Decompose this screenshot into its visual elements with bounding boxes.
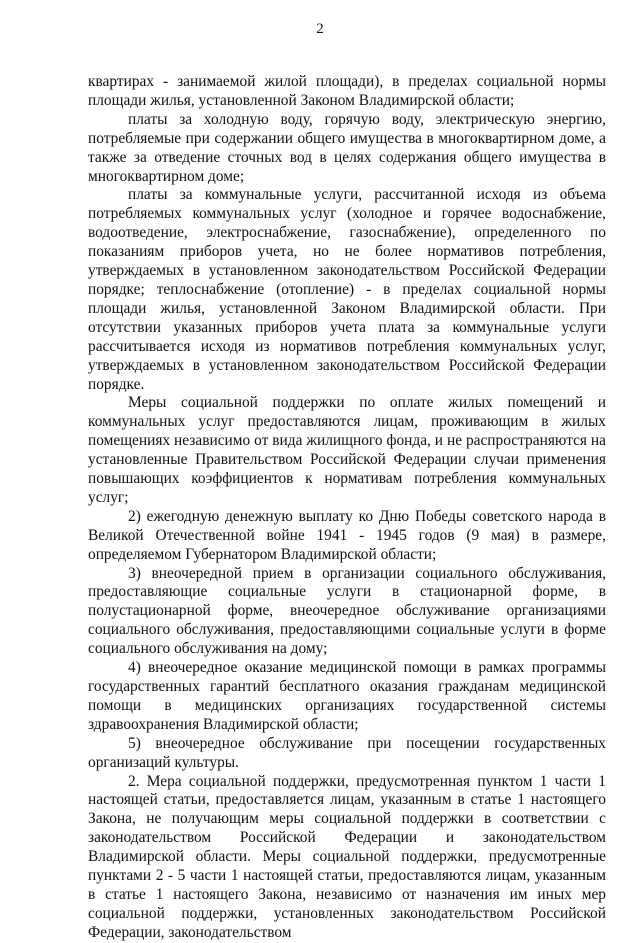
paragraph-7: 4) внеочередное оказание медицинской помощи в рамках программы государственных гарантий бесплатного оказания гражданам медицинской помощи в медицинских организациях государственной системы здравоохранения Владимирской области; [88,659,606,733]
paragraph-4: Меры социальной поддержки по оплате жилых помещений и коммунальных услуг предоставляются лицам, проживающим в жилых помещениях независимо от вида жилищного фонда, и не распространяются на установленные Правительством Российской Федерации случаи применения повышающих коэффициентов к нормативам потребления коммунальных услуг; [88,394,606,506]
page-number: 2 [316,21,324,37]
paragraph-1: квартирах - занимаемой жилой площади), в пределах социальной нормы площади жилья, установленной Законом Владимирской области; [88,73,606,109]
document-body [88,73,606,943]
paragraph-8: 5) внеочередное обслуживание при посещении государственных организаций культуры. [88,734,606,771]
paragraph-6: 3) внеочередной прием в организации социального обслуживания, предоставляющие социальные услуги в стационарной форме, в полустационарной форме, внеочередное обслуживание организациями социального обслуживания, предоставляющими социальные услуги в форме социального обслуживания на дому; [88,564,606,658]
paragraph-5: 2) ежегодную денежную выплату ко Дню Победы советского народа в Великой Отечественной войне 1941 - 1945 годов (9 мая) в размере, определяемом Губернатором Владимирской области; [88,507,606,563]
paragraph-2: платы за холодную воду, горячую воду, электрическую энергию, потребляемые при содержании общего имущества в многоквартирном доме, а также за отведение сточных вод в целях содержания общего имущества в многоквартирном доме; [88,110,606,185]
paragraph-9: 2. Мера социальной поддержки, предусмотренная пунктом 1 части 1 настоящей статьи, предоставляется лицам, указанным в статье 1 настоящего Закона, не получающим меры социальной поддержки в соответствии с законодательством Российской Федерации и законодательством Владимирской области. Меры социальной поддержки, предусмотренные пунктами 2 - 5 части 1 настоящей статьи, предоставляются лицам, указанным в статье 1 настоящего Закона, независимо от назначения им иных мер социальной поддержки, установленных законодательством Российской Федерации, законодательством [88,772,606,941]
paragraph-3: платы за коммунальные услуги, рассчитанной исходя из объема потребляемых коммунальных услуг (холодное и горячее водоснабжение, водоотведение, электроснабжение, газоснабжение), определенного по показаниям приборов учета, но не более нормативов потребления, утверждаемых в установленном законодательством Российской Федерации порядке; теплоснабжение (отопление) - в пределах социальной нормы площади жилья, установленной Законом Владимирской области. При отсутствии указанных приборов учета плата за коммунальные услуги рассчитывается исходя из нормативов потребления коммунальных услуг, утверждаемых в установленном законодательством Российской Федерации порядке. [88,186,606,393]
